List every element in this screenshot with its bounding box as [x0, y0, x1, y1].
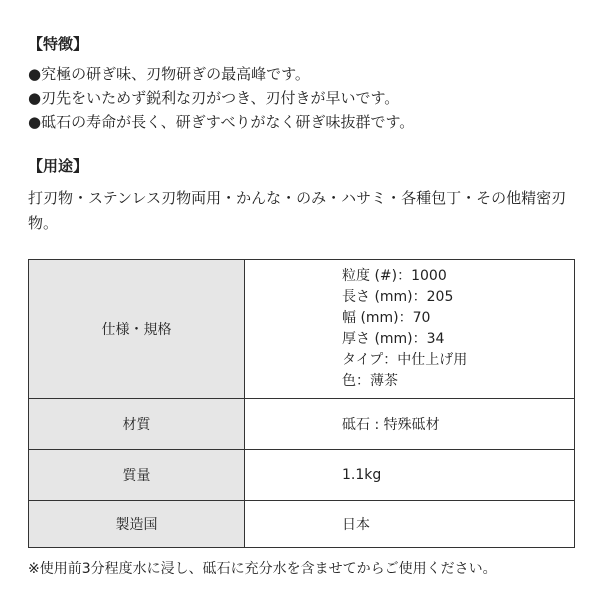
features-list	[28, 62, 414, 134]
table-row-specifications	[29, 260, 575, 399]
usage-footnote: ※使用前3分程度水に浸し、砥石に充分水を含ませてからご使用ください。	[28, 561, 497, 577]
spec-grit: 粒度 (#)：1000	[342, 268, 447, 284]
spec-width: 幅 (mm)：70	[342, 310, 431, 326]
table-row-origin	[29, 501, 575, 548]
spec-length: 長さ (mm)：205	[342, 289, 454, 305]
spec-thickness: 厚さ (mm)：34	[342, 331, 445, 347]
spec-value	[245, 260, 575, 399]
spec-label: 仕様・規格	[29, 260, 245, 399]
origin-label: 製造国	[29, 501, 245, 548]
spec-color: 色：薄茶	[342, 373, 398, 389]
feature-item: ●刃先をいためず鋭利な刃がつき、刃付きが早いです。	[28, 89, 400, 107]
weight-value: 1.1kg	[245, 450, 575, 501]
feature-item: ●究極の研ぎ味、刃物研ぎの最高峰です。	[28, 65, 310, 83]
table-row-material	[29, 399, 575, 450]
uses-text: 打刃物・ステンレス刃物両用・かんな・のみ・ハサミ・各種包丁・その他精密刃物。	[28, 189, 567, 232]
table-row-weight	[29, 450, 575, 501]
feature-item: ●砥石の寿命が長く、研ぎすべりがなく研ぎ味抜群です。	[28, 113, 415, 131]
spec-type: タイプ：中仕上げ用	[342, 352, 468, 368]
uses-heading: 【用途】	[28, 157, 89, 175]
features-heading: 【特徴】	[28, 35, 89, 53]
material-label: 材質	[29, 399, 245, 450]
origin-value: 日本	[245, 501, 575, 548]
material-value: 砥石 : 特殊砥材	[245, 399, 575, 450]
spec-table	[28, 259, 575, 548]
weight-label: 質量	[29, 450, 245, 501]
